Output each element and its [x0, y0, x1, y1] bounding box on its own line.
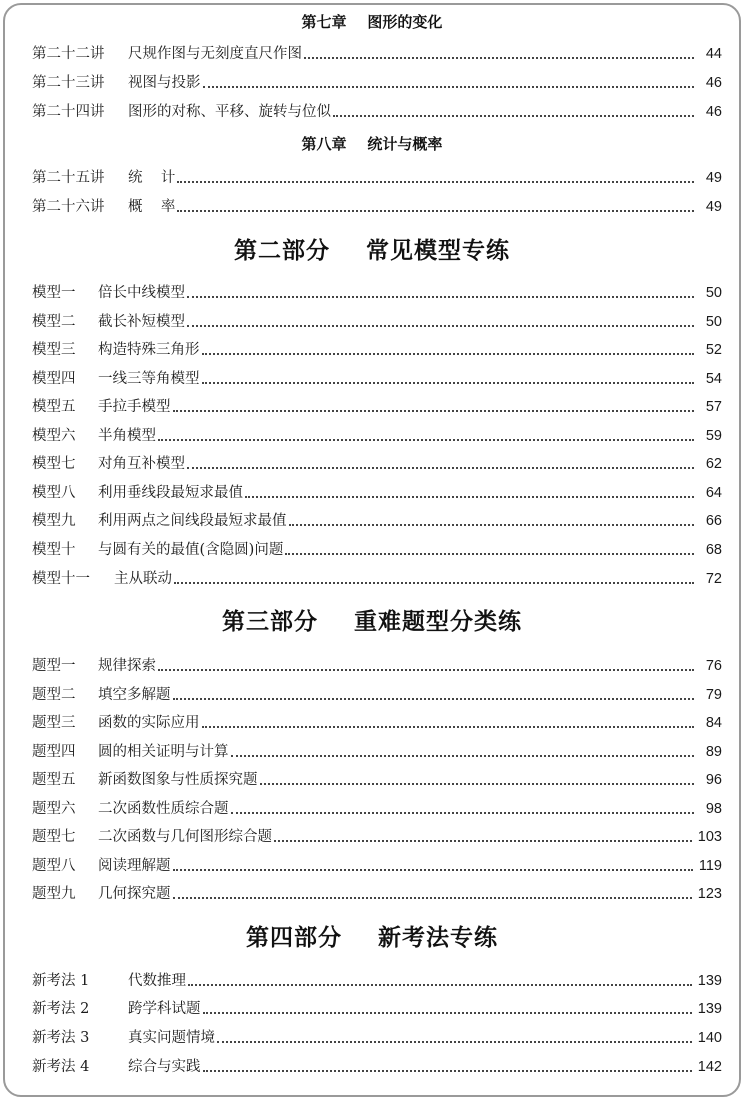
- toc-entry[interactable]: [32, 999, 722, 1019]
- toc-entry[interactable]: [32, 340, 722, 360]
- toc-entry[interactable]: [32, 397, 722, 417]
- page-number: 68: [705, 542, 722, 558]
- page-number: 76: [705, 658, 722, 674]
- entry-title: 主从联动: [114, 571, 172, 587]
- page-number: 46: [705, 104, 722, 120]
- entry-label: 模型八: [32, 485, 76, 501]
- dot-leader: [187, 467, 694, 469]
- page-number: 50: [705, 314, 722, 330]
- entry-label: 新考法 3: [32, 1030, 90, 1046]
- dot-leader: [188, 984, 692, 986]
- dot-leader: [203, 1012, 692, 1014]
- page-number: 123: [697, 886, 722, 902]
- dot-leader: [158, 669, 694, 671]
- entry-label: 模型十一: [32, 571, 90, 587]
- entry-label: 模型三: [32, 342, 76, 358]
- entry-label: 题型三: [32, 715, 76, 731]
- dot-leader: [173, 410, 695, 412]
- page-number: 57: [705, 399, 722, 415]
- entry-title: 跨学科试题: [128, 1001, 201, 1017]
- entry-title: 综合与实践: [128, 1059, 201, 1075]
- toc-entry[interactable]: [32, 685, 722, 705]
- page-number: 89: [705, 744, 722, 760]
- dot-leader: [177, 181, 694, 183]
- toc-entry[interactable]: [32, 312, 722, 332]
- page-number: 140: [697, 1030, 722, 1046]
- entry-title: 视图与投影: [128, 75, 201, 91]
- page-number: 119: [698, 858, 722, 874]
- entry-label: 题型五: [32, 772, 76, 788]
- page-number: 84: [705, 715, 722, 731]
- dot-leader: [231, 812, 695, 814]
- entry-title: 圆的相关证明与计算: [98, 744, 229, 760]
- entry-title: 填空多解题: [98, 687, 171, 703]
- dot-leader: [173, 897, 692, 899]
- page-number: 64: [705, 485, 722, 501]
- page-number: 54: [705, 371, 722, 387]
- entry-label: 模型九: [32, 513, 76, 529]
- page-number: 62: [705, 456, 722, 472]
- toc-entry[interactable]: [32, 713, 722, 733]
- entry-label: 模型五: [32, 399, 76, 415]
- dot-leader: [231, 755, 695, 757]
- dot-leader: [173, 869, 693, 871]
- toc-entry[interactable]: [32, 1057, 722, 1077]
- page-number: 52: [705, 342, 722, 358]
- entry-label: 模型十: [32, 542, 76, 558]
- entry-label: 题型六: [32, 801, 76, 817]
- dot-leader: [289, 524, 695, 526]
- entry-title: 二次函数与几何图形综合题: [98, 829, 272, 845]
- entry-title: 图形的对称、平移、旋转与位似: [128, 104, 331, 120]
- toc-entry[interactable]: [32, 540, 722, 560]
- toc-entry[interactable]: [32, 454, 722, 474]
- entry-label: 题型八: [32, 858, 76, 874]
- toc-entry[interactable]: [32, 73, 722, 93]
- dot-leader: [285, 553, 694, 555]
- entry-title: 构造特殊三角形: [98, 342, 200, 358]
- dot-leader: [274, 840, 692, 842]
- entry-label: 模型一: [32, 285, 76, 301]
- toc-entry[interactable]: [32, 1028, 722, 1048]
- dot-leader: [245, 496, 694, 498]
- entry-title: 真实问题情境: [128, 1030, 215, 1046]
- page-number: 98: [705, 801, 722, 817]
- toc-entry[interactable]: [32, 742, 722, 762]
- dot-leader: [202, 382, 695, 384]
- entry-title: 利用垂线段最短求最值: [98, 485, 243, 501]
- page-number: 59: [705, 428, 722, 444]
- entry-title: 新函数图象与性质探究题: [98, 772, 258, 788]
- toc-entry[interactable]: [32, 483, 722, 503]
- entry-label: 第二十六讲: [32, 199, 105, 215]
- entry-title: 阅读理解题: [98, 858, 171, 874]
- entry-label: 题型七: [32, 829, 76, 845]
- page-number: 96: [705, 772, 722, 788]
- dot-leader: [260, 783, 695, 785]
- page-number: 46: [705, 75, 722, 91]
- entry-label: 第二十三讲: [32, 75, 105, 91]
- entry-title: 概 率: [128, 199, 176, 215]
- chapter-heading: 第八章 统计与概率: [301, 135, 443, 153]
- entry-title: 统 计: [128, 170, 176, 186]
- dot-leader: [202, 726, 695, 728]
- entry-title: 利用两点之间线段最短求最值: [98, 513, 287, 529]
- entry-title: 函数的实际应用: [98, 715, 200, 731]
- toc-entry[interactable]: [32, 44, 722, 64]
- page-number: 139: [697, 1001, 722, 1017]
- toc-entry[interactable]: [32, 971, 722, 991]
- page-number: 79: [705, 687, 722, 703]
- part-heading: 第四部分 新考法专练: [245, 925, 499, 951]
- toc-entry[interactable]: [32, 569, 722, 589]
- dot-leader: [174, 582, 694, 584]
- entry-title: 倍长中线模型: [98, 285, 185, 301]
- dot-leader: [203, 86, 695, 88]
- entry-label: 题型一: [32, 658, 76, 674]
- dot-leader: [177, 210, 694, 212]
- entry-label: 模型六: [32, 428, 76, 444]
- page-number: 49: [705, 199, 722, 215]
- entry-label: 第二十四讲: [32, 104, 105, 120]
- entry-label: 题型九: [32, 886, 76, 902]
- part-heading: 第三部分 重难题型分类练: [221, 609, 523, 635]
- entry-title: 与圆有关的最值(含隐圆)问题: [98, 542, 284, 558]
- entry-label: 题型二: [32, 687, 76, 703]
- toc-entry[interactable]: [32, 168, 722, 188]
- entry-title: 对角互补模型: [98, 456, 185, 472]
- page-number: 50: [705, 285, 722, 301]
- toc-entry[interactable]: [32, 656, 722, 676]
- entry-label: 模型二: [32, 314, 76, 330]
- toc-entry[interactable]: [32, 102, 722, 122]
- entry-title: 代数推理: [128, 973, 186, 989]
- dot-leader: [333, 115, 694, 117]
- toc-entry[interactable]: [32, 799, 722, 819]
- dot-leader: [202, 353, 695, 355]
- toc-entry[interactable]: [32, 770, 722, 790]
- toc-entry[interactable]: [32, 283, 722, 303]
- entry-label: 题型四: [32, 744, 76, 760]
- entry-title: 规律探索: [98, 658, 156, 674]
- entry-label: 新考法 1: [32, 973, 90, 989]
- dot-leader: [217, 1041, 692, 1043]
- toc-entry[interactable]: [32, 369, 722, 389]
- toc-entry[interactable]: [32, 426, 722, 446]
- entry-title: 一线三等角模型: [98, 371, 200, 387]
- toc-entry[interactable]: [32, 856, 722, 876]
- entry-label: 模型七: [32, 456, 76, 472]
- entry-label: 新考法 2: [32, 1001, 90, 1017]
- entry-label: 新考法 4: [32, 1059, 90, 1075]
- chapter-heading: 第七章 图形的变化: [301, 13, 443, 31]
- page-number: 44: [705, 46, 722, 62]
- entry-label: 第二十五讲: [32, 170, 105, 186]
- toc-entry[interactable]: [32, 197, 722, 217]
- entry-title: 尺规作图与无刻度直尺作图: [128, 46, 302, 62]
- toc-entry[interactable]: [32, 511, 722, 531]
- entry-title: 二次函数性质综合题: [98, 801, 229, 817]
- toc-entry[interactable]: [32, 884, 722, 904]
- entry-title: 半角模型: [98, 428, 156, 444]
- page-number: 103: [697, 829, 722, 845]
- dot-leader: [187, 296, 694, 298]
- part-heading: 第二部分 常见模型专练: [233, 238, 511, 264]
- page-number: 66: [705, 513, 722, 529]
- entry-title: 几何探究题: [98, 886, 171, 902]
- dot-leader: [158, 439, 694, 441]
- entry-title: 手拉手模型: [98, 399, 171, 415]
- page-number: 49: [705, 170, 722, 186]
- dot-leader: [203, 1070, 692, 1072]
- page-number: 139: [697, 973, 722, 989]
- page-number: 142: [697, 1059, 722, 1075]
- dot-leader: [187, 325, 694, 327]
- entry-title: 截长补短模型: [98, 314, 185, 330]
- entry-label: 模型四: [32, 371, 76, 387]
- entry-label: 第二十二讲: [32, 46, 105, 62]
- page-number: 72: [705, 571, 722, 587]
- toc-entry[interactable]: [32, 827, 722, 847]
- dot-leader: [304, 57, 694, 59]
- dot-leader: [173, 698, 695, 700]
